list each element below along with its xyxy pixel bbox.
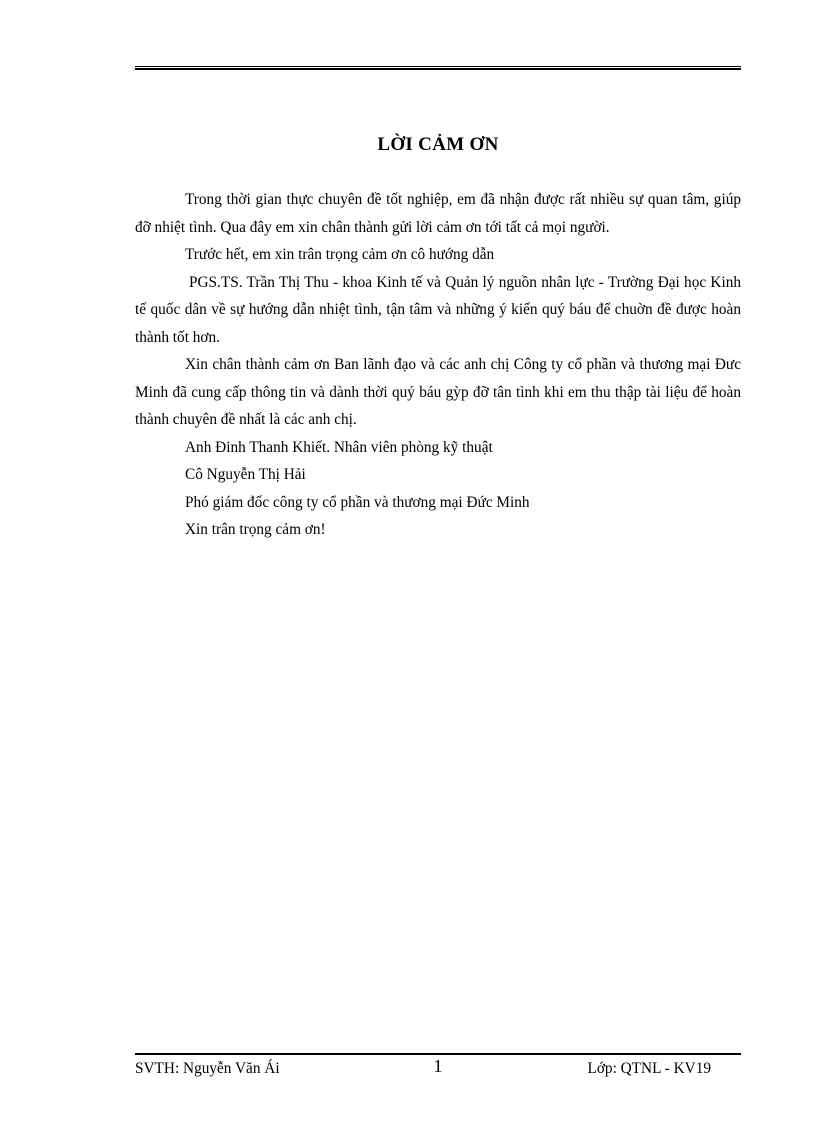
footer-page-number: 1 [433, 1056, 443, 1076]
paragraph-advisor-detail: PGS.TS. Trần Thị Thu - khoa Kinh tế và Quản lý nguồn nhân lực - Trường Đại học Kinh tế quốc dân về sự hướng dẫn nhiệt tình, tận tâm và những ý kiến quý báu để chuờn đề được hoàn thành tốt hơn. [135, 273, 741, 346]
paragraph-thanks-company: Xin chân thành cảm ơn Ban lãnh đạo và các anh chị Công ty cổ phần và thương mại Đưc Minh đã cung cấp thông tin và dành thời quý báu gỳp đỡ tân tình khi em thu thập tài liệu để hoàn thành chuyên đề nhất là các anh chị. [135, 356, 741, 428]
page-footer [135, 1056, 741, 1082]
page-title: LỜI CẢM ƠN [377, 134, 499, 155]
footer-student: SVTH: Nguyễn Văn Ái [135, 1060, 280, 1077]
paragraph-person-1: Anh Đinh Thanh Khiết. Nhân viên phòng kỹ thuật [185, 438, 493, 456]
document-body [135, 186, 741, 544]
paragraph-person-2: Cô Nguyễn Thị Hải [185, 466, 306, 483]
footer-rule [135, 1053, 741, 1055]
paragraph-intro: Trong thời gian thực chuyên đề tốt nghiệp, em đã nhận được rất nhiều sự quan tâm, giúp đỡ nhiệt tình. Qua đây em xin chân thành gửi lời cảm ơn tới tất cả mọi người. [135, 191, 741, 236]
paragraph-closing: Xin trân trọng cảm ơn! [185, 521, 326, 538]
header-rule [135, 66, 741, 70]
footer-class: Lớp: QTNL - KV19 [587, 1060, 711, 1077]
paragraph-thanks-advisor: Trước hết, em xin trân trọng cảm ơn cô hướng dẫn [185, 246, 495, 263]
paragraph-person-2-role: Phó giám đốc công ty cổ phần và thương mại Đức Minh [185, 493, 530, 511]
